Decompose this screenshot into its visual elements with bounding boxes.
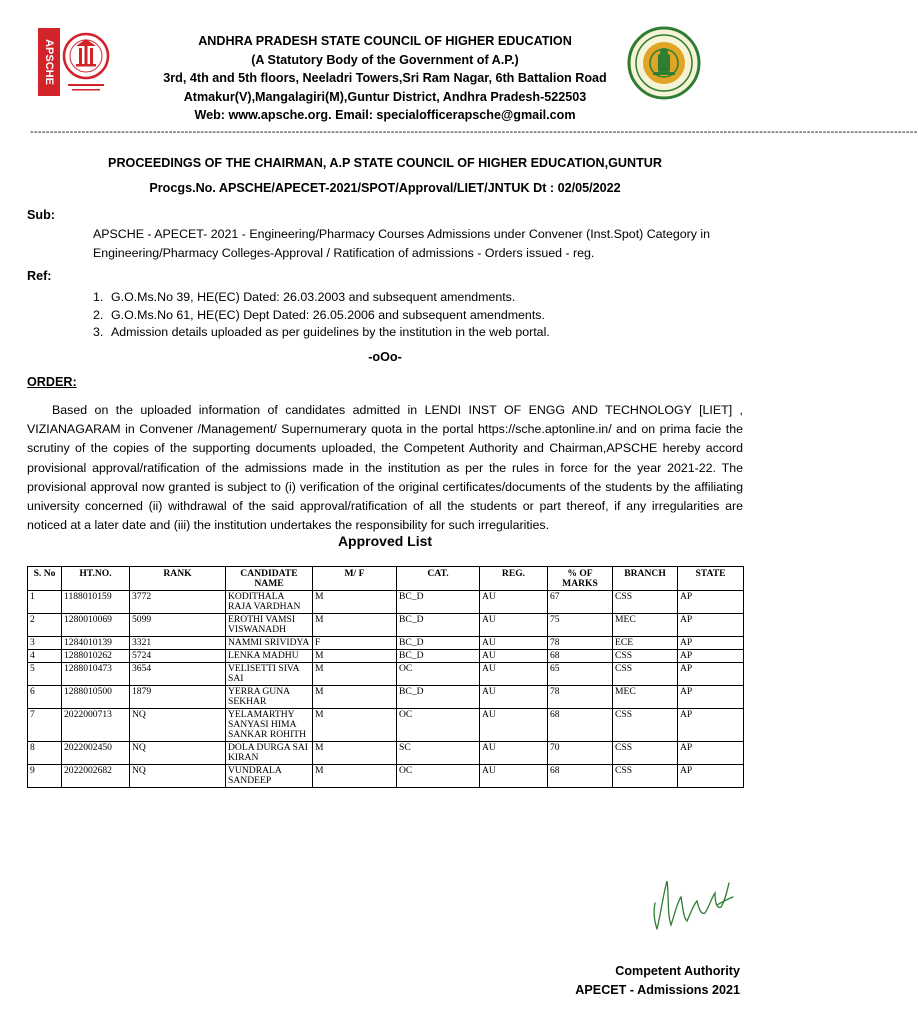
table-cell: 1188010159 — [62, 591, 130, 614]
apsche-emblem-icon — [62, 26, 110, 100]
column-header: REG. — [480, 567, 548, 591]
signatory-office: APECET - Admissions 2021 — [575, 982, 740, 997]
council-web-email: Web: www.apsche.org. Email: specialofficerapsche@gmail.com — [194, 108, 576, 123]
order-text: Based on the uploaded information of candidates admitted in LENDI INST OF ENGG AND TECHNOLOGY [LIET] , VIZIANAGARAM in Convener /Management/ Supernumerary quota in the portal https://sche.aptonline.in/ and on prima facie the scrutiny of the copies of the supporting documents uploaded, the Competent Authority and Chairman,APSCHE hereby accord provisional approval/ratification of the admissions made in the institution as per the rules in force for the year 2021-22. The provisional approval now granted is subject to (i) verification of the original certificates/documents of the students by the affiliating university concerned (ii) withdrawal of the said approval/ratification of all the students or part thereof, if any irregularities are noticed at a later date and (iii) the institution undertakes the responsibility for such irregularities. — [27, 403, 743, 533]
table-cell: 3772 — [130, 591, 226, 614]
table-row — [28, 765, 744, 788]
table-cell: DOLA DURGA SAI KIRAN — [226, 742, 313, 765]
table-cell: SC — [397, 742, 480, 765]
table-cell: M — [313, 650, 397, 663]
table-cell: AP — [678, 650, 744, 663]
table-cell: AP — [678, 709, 744, 742]
table-cell: KODITHALA RAJA VARDHAN — [226, 591, 313, 614]
table-cell: 75 — [548, 614, 613, 637]
table-cell: 1 — [28, 591, 62, 614]
table-cell: AP — [678, 742, 744, 765]
council-name: ANDHRA PRADESH STATE COUNCIL OF HIGHER EDUCATION — [198, 34, 572, 48]
section-separator: -oOo- — [368, 350, 402, 364]
table-cell: CSS — [613, 742, 678, 765]
proceedings-title: PROCEEDINGS OF THE CHAIRMAN, A.P STATE COUNCIL OF HIGHER EDUCATION,GUNTUR — [108, 156, 662, 170]
table-cell: AU — [480, 614, 548, 637]
reference-item: 2. G.O.Ms.No 61, HE(EC) Dept Dated: 26.05.2006 and subsequent amendments. — [93, 307, 545, 322]
column-header: M/ F — [313, 567, 397, 591]
table-cell: 3654 — [130, 663, 226, 686]
table-cell: VELISETTI SIVA SAI — [226, 663, 313, 686]
reference-label: Ref: — [27, 269, 52, 283]
table-cell: M — [313, 686, 397, 709]
table-cell: M — [313, 614, 397, 637]
reference-list — [93, 289, 743, 342]
council-subtitle: (A Statutory Body of the Government of A.P.) — [251, 52, 519, 67]
table-cell: 78 — [548, 686, 613, 709]
table-cell: AP — [678, 686, 744, 709]
table-row — [28, 650, 744, 663]
table-cell: CSS — [613, 663, 678, 686]
table-header-row — [28, 567, 744, 591]
table-cell: NAMMI SRIVIDYA — [226, 637, 313, 650]
subject-text: APSCHE - APECET- 2021 - Engineering/Pharmacy Courses Admissions under Convener (Inst.Spot) Category in Engineering/Pharmacy Colleges-Approval / Ratification of admissions - Orders issued - reg. — [93, 227, 711, 260]
table-body — [28, 591, 744, 788]
table-cell: M — [313, 709, 397, 742]
table-cell: OC — [397, 663, 480, 686]
table-cell: EROTHI VAMSI VISWANADH — [226, 614, 313, 637]
table-cell: 70 — [548, 742, 613, 765]
table-cell: M — [313, 742, 397, 765]
table-cell: 8 — [28, 742, 62, 765]
table-cell: AU — [480, 663, 548, 686]
table-cell: 67 — [548, 591, 613, 614]
table-cell: MEC — [613, 686, 678, 709]
table-cell: 1284010139 — [62, 637, 130, 650]
table-row — [28, 742, 744, 765]
table-cell: 2 — [28, 614, 62, 637]
column-header: BRANCH — [613, 567, 678, 591]
table-cell: NQ — [130, 765, 226, 788]
column-header: STATE — [678, 567, 744, 591]
table-cell: 6 — [28, 686, 62, 709]
table-cell: 68 — [548, 650, 613, 663]
table-row — [28, 709, 744, 742]
table-row — [28, 663, 744, 686]
table-row — [28, 614, 744, 637]
subject-label: Sub: — [27, 208, 55, 222]
table-cell: M — [313, 765, 397, 788]
table-cell: CSS — [613, 765, 678, 788]
table-cell: AP — [678, 614, 744, 637]
table-cell: ECE — [613, 637, 678, 650]
approved-list-title: Approved List — [337, 533, 433, 549]
apsche-logo — [38, 28, 60, 96]
table-cell: BC_D — [397, 650, 480, 663]
table-cell: 1288010500 — [62, 686, 130, 709]
table-cell: 7 — [28, 709, 62, 742]
table-cell: AP — [678, 765, 744, 788]
column-header: HT.NO. — [62, 567, 130, 591]
table-row — [28, 637, 744, 650]
council-header — [120, 32, 650, 125]
table-cell: OC — [397, 709, 480, 742]
approved-list-table — [27, 566, 744, 788]
table-cell: 3 — [28, 637, 62, 650]
svg-text:APSCHE: APSCHE — [43, 39, 56, 85]
order-label: ORDER: — [27, 375, 77, 389]
table-cell: 2022000713 — [62, 709, 130, 742]
table-cell: BC_D — [397, 591, 480, 614]
header-divider: -------------------------------------------------------------------------------------------------------------------------------------------------------------------------------------------------------------------------------- — [30, 126, 918, 138]
table-cell: 1879 — [130, 686, 226, 709]
council-address-line-2: Atmakur(V),Mangalagiri(M),Guntur District, Andhra Pradesh-522503 — [183, 89, 587, 104]
table-cell: 2022002450 — [62, 742, 130, 765]
table-cell: 1280010069 — [62, 614, 130, 637]
table-cell: AU — [480, 765, 548, 788]
table-cell: CSS — [613, 591, 678, 614]
table-cell: F — [313, 637, 397, 650]
column-header: % OF MARKS — [548, 567, 613, 591]
table-cell: 4 — [28, 650, 62, 663]
table-cell: CSS — [613, 650, 678, 663]
table-cell: 3321 — [130, 637, 226, 650]
column-header: CAT. — [397, 567, 480, 591]
table-cell: 5 — [28, 663, 62, 686]
column-header: S. No — [28, 567, 62, 591]
table-cell: 78 — [548, 637, 613, 650]
table-cell: BC_D — [397, 614, 480, 637]
table-cell: 65 — [548, 663, 613, 686]
table-cell: 9 — [28, 765, 62, 788]
table-cell: M — [313, 591, 397, 614]
table-cell: NQ — [130, 742, 226, 765]
column-header: CANDIDATE NAME — [226, 567, 313, 591]
table-cell: YERRA GUNA SEKHAR — [226, 686, 313, 709]
table-cell: AP — [678, 637, 744, 650]
table-cell: AU — [480, 686, 548, 709]
signatory-block — [540, 962, 740, 1000]
table-cell: YELAMARTHY SANYASI HIMA SANKAR ROHITH — [226, 709, 313, 742]
reference-item: 1. G.O.Ms.No 39, HE(EC) Dated: 26.03.2003 and subsequent amendments. — [93, 290, 516, 304]
table-row — [28, 591, 744, 614]
table-cell: LENKA MADHU — [226, 650, 313, 663]
table-cell: AU — [480, 709, 548, 742]
table-cell: 1288010473 — [62, 663, 130, 686]
table-cell: 1288010262 — [62, 650, 130, 663]
signature — [647, 873, 737, 935]
table-cell: 2022002682 — [62, 765, 130, 788]
table-cell: M — [313, 663, 397, 686]
table-cell: CSS — [613, 709, 678, 742]
table-cell: 68 — [548, 765, 613, 788]
signatory-title: Competent Authority — [615, 964, 740, 978]
table-cell: 5099 — [130, 614, 226, 637]
table-cell: AU — [480, 637, 548, 650]
table-cell: OC — [397, 765, 480, 788]
table-cell: AU — [480, 742, 548, 765]
table-cell: BC_D — [397, 686, 480, 709]
table-cell: NQ — [130, 709, 226, 742]
table-cell: BC_D — [397, 637, 480, 650]
table-cell: MEC — [613, 614, 678, 637]
table-cell: VUNDRALA SANDEEP — [226, 765, 313, 788]
table-cell: AU — [480, 591, 548, 614]
table-row — [28, 686, 744, 709]
table-cell: AU — [480, 650, 548, 663]
reference-item: 3. Admission details uploaded as per guidelines by the institution in the web portal. — [93, 325, 550, 339]
council-address-line-1: 3rd, 4th and 5th floors, Neeladri Towers,Sri Ram Nagar, 6th Battalion Road — [163, 71, 607, 86]
table-cell: 5724 — [130, 650, 226, 663]
proceedings-number: Procgs.No. APSCHE/APECET-2021/SPOT/Approval/LIET/JNTUK Dt : 02/05/2022 — [149, 181, 621, 195]
table-cell: 68 — [548, 709, 613, 742]
table-cell: AP — [678, 591, 744, 614]
column-header: RANK — [130, 567, 226, 591]
table-cell: AP — [678, 663, 744, 686]
